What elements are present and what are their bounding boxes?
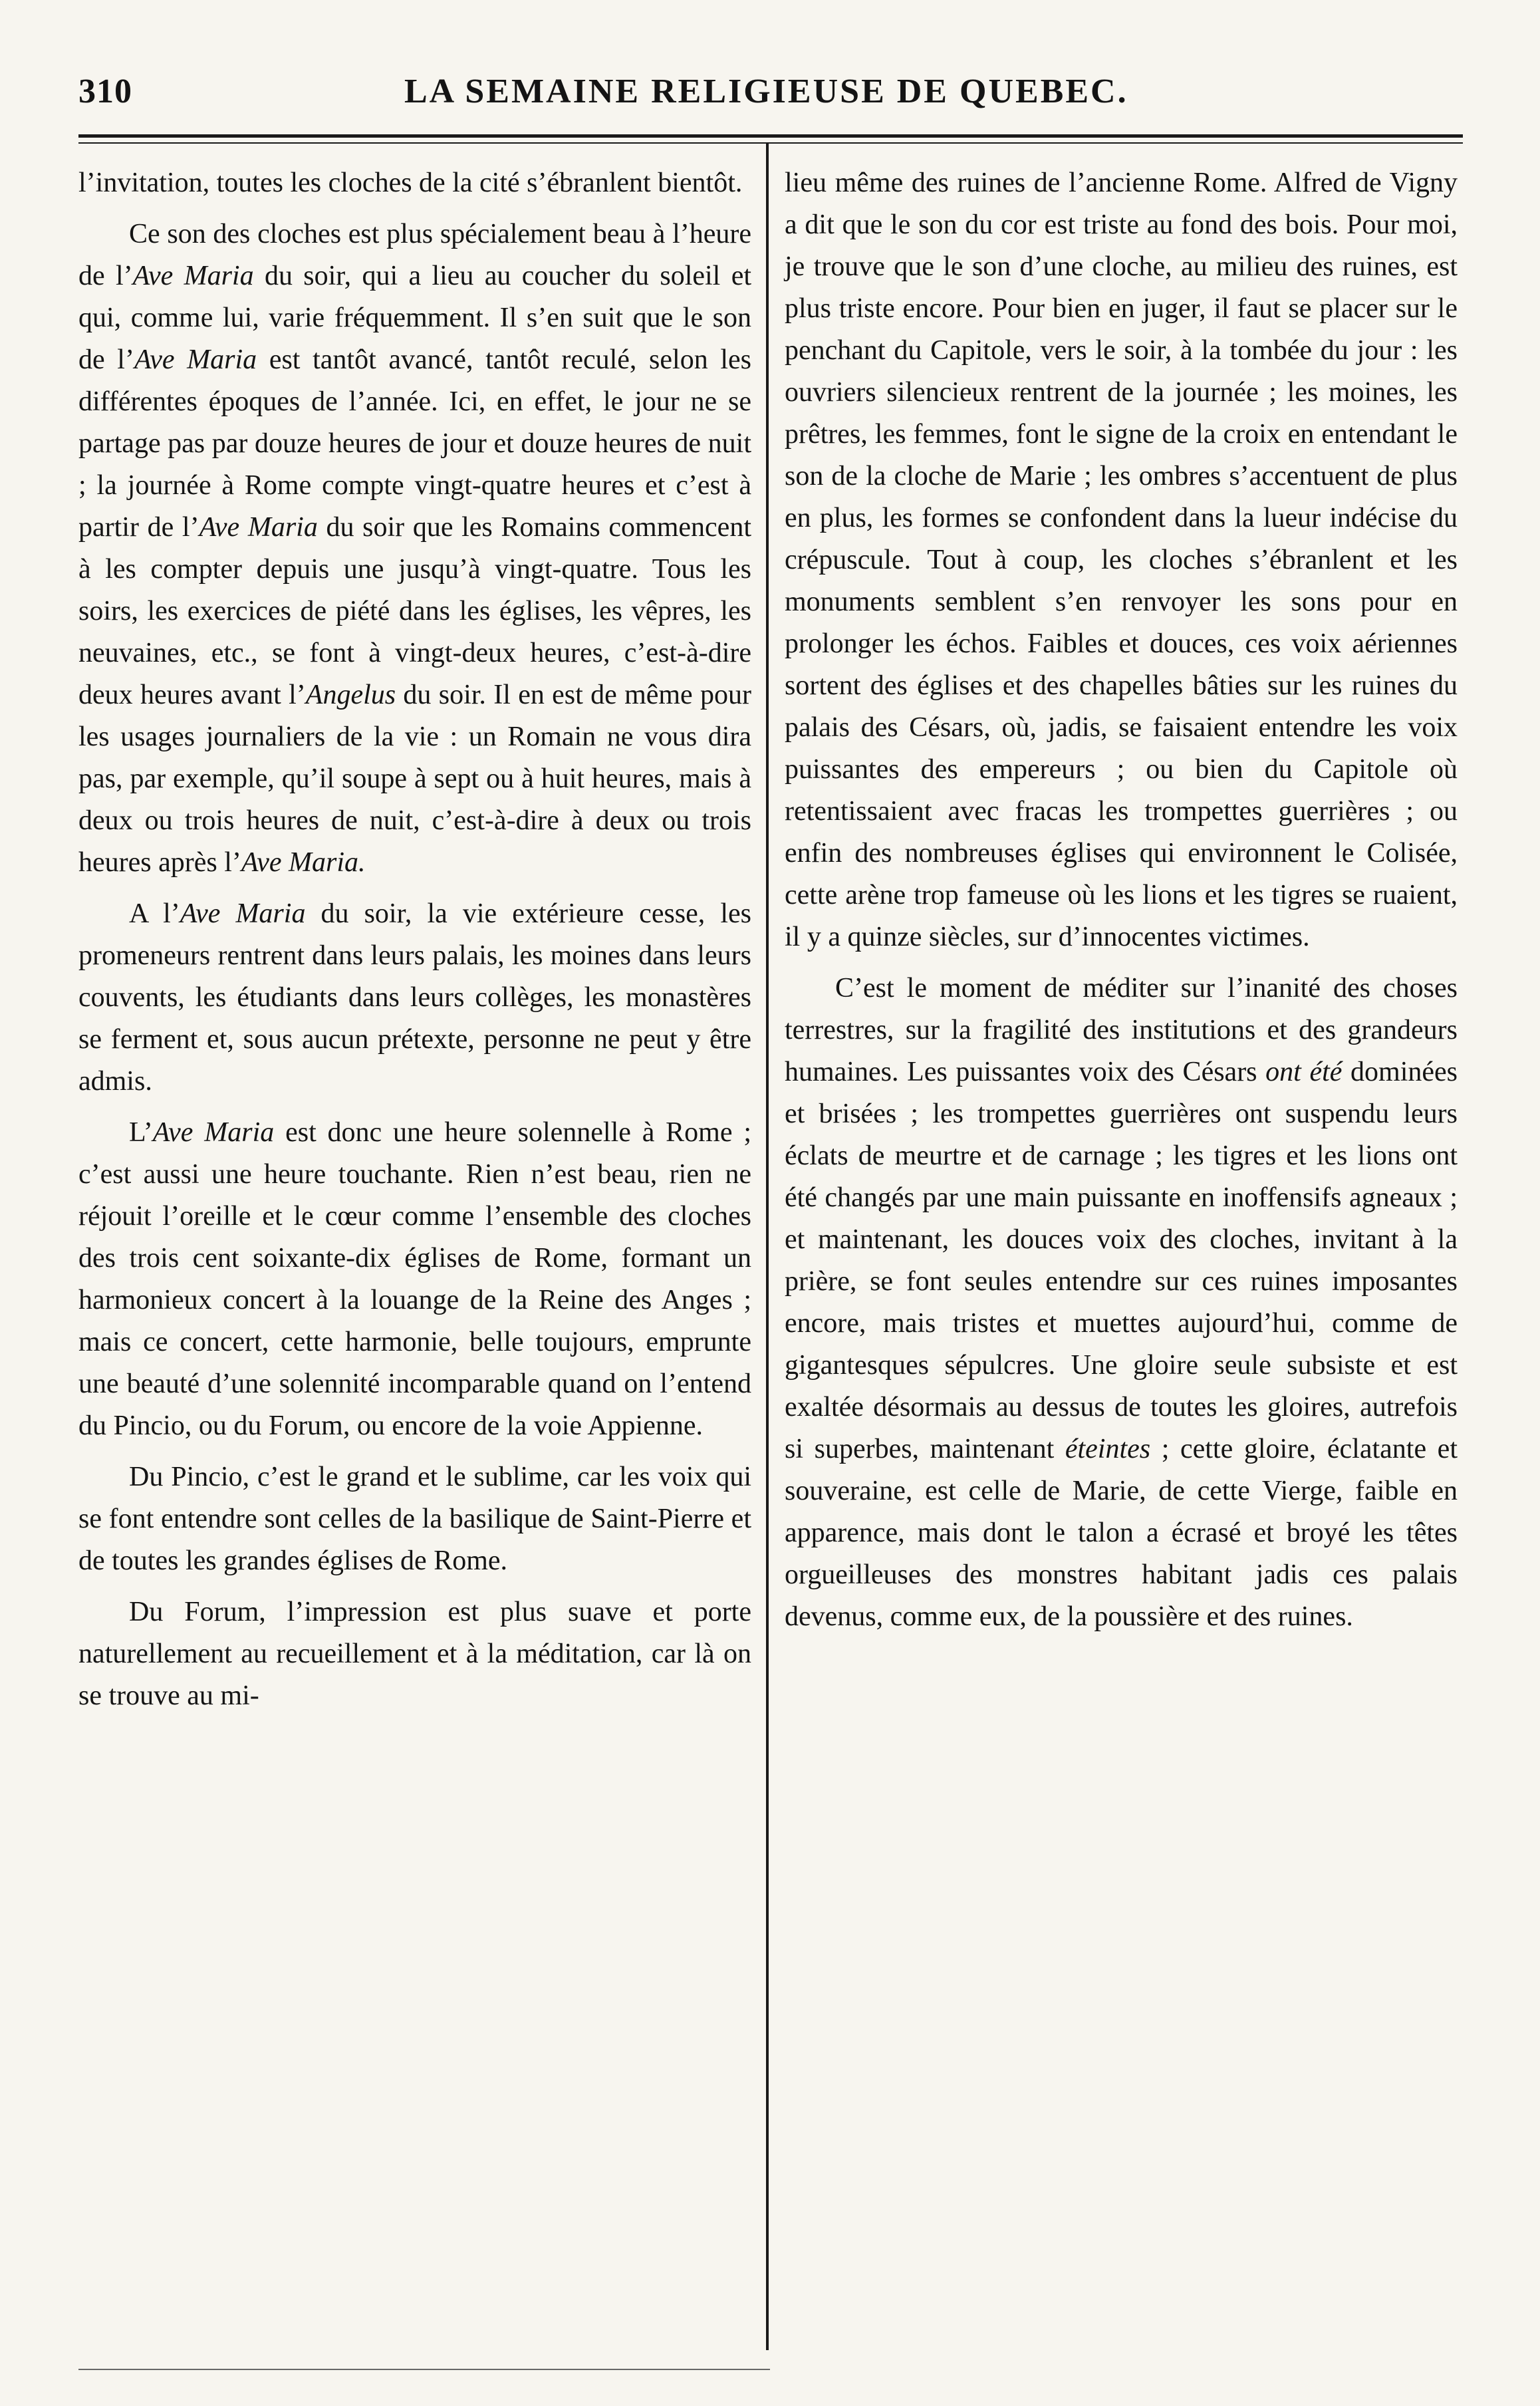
paragraph-ruins: lieu même des ruines de l’ancienne Rome. Alfred de Vigny a dit que le son du cor est triste au fond des bois. Pour moi, je trouve que le son d’une cloche, au milieu des ruines, est plus triste encore. Pour bien en juger, il faut se placer sur le penchant du Capitole, vers le soir, à la tombée du jour : les ouvriers silencieux rentrent de la journée ; les moines, les prêtres, les femmes, font le signe de la croix en entendant le son de la cloche de Marie ; les ombres s’accentuent de plus en plus, les formes se confondent dans la lueur indécise du crépuscule. Tout à coup, les cloches s’ébranlent et les monuments semblent s’en renvoyer les sons pour en prolonger les échos. Faibles et douces, ces voix aériennes sortent des églises et des chapelles bâties sur les ruines du palais des Césars, où, jadis, se faisaient entendre les voix puissantes des empereurs ; ou bien du Capitole où retentissaient avec fracas les trompettes guerrières ; ou enfin des nombreuses églises qui environnent le Colisée, cette arène trop fameuse où les lions et les tigres se ruaient, il y a quinze siècles, sur d’innocentes victimes. <box>785 168 1458 952</box>
left-column <box>78 162 751 1717</box>
right-column <box>785 162 1458 1638</box>
footer-rule <box>78 2369 770 2370</box>
journal-title: LA SEMAINE RELIGIEUSE DE QUEBEC. <box>404 72 1128 110</box>
column-divider <box>766 142 769 2350</box>
paragraph-exterior-life: A l’Ave Maria du soir, la vie extérieure cesse, les promeneurs rentrent dans leurs palais, les moines dans leurs couvents, les étudiants dans leurs collèges, les monastères se ferment et, sous aucun prétexte, personne ne peut y être admis. <box>78 898 752 1097</box>
paragraph-meditation: C’est le moment de méditer sur l’inanité des choses terrestres, sur la fragilité des institutions et des grandeurs humaines. Les puissantes voix des Césars ont été dominées et brisées ; les trompettes guerrières ont suspendu leurs éclats de meurtre et de carnage ; les tigres et les lions ont été changés par une main puissante en inoffensifs agneaux ; et maintenant, les douces voix des cloches, invitant à la prière, se font seules entendre sur ces ruines imposantes encore, mais tristes et muettes aujourd’hui, comme de gigantesques sépulcres. Une gloire seule subsiste et est exaltée désormais au dessus de toutes les gloires, autrefois si superbes, maintenant éteintes ; cette gloire, éclatante et souveraine, est celle de Marie, de cette Vierge, faible en apparence, mais dont le talon a écrasé et broyé les têtes orgueilleuses des monstres habitant jadis ces palais devenus, comme eux, de la poussière et des ruines. <box>785 973 1458 1632</box>
running-head <box>78 72 1462 125</box>
paragraph-ave-maria-evening: Ce son des cloches est plus spécialement beau à l’heure de l’Ave Maria du soir, qui a lieu au coucher du soleil et qui, comme lui, varie fréquemment. Il s’en suit que le son de l’Ave Maria est tantôt avancé, tantôt reculé, selon les différentes époques de l’année. Ici, en effet, le jour ne se partage pas par douze heures de jour et douze heures de nuit ; la journée à Rome compte vingt-quatre heures et c’est à partir de l’Ave Maria du soir que les Romains commencent à les compter depuis une jusqu’à vingt-quatre. Tous les soirs, les exercices de piété dans les églises, les vêpres, les neuvaines, etc., se font à vingt-deux heures, c’est-à-dire deux heures avant l’Angelus du soir. Il en est de même pour les usages journaliers de la vie : un Romain ne vous dira pas, par exemple, qu’il soupe à sept ou à huit heures, mais à deux ou trois heures de nuit, c’est-à-dire à deux ou trois heures après l’Ave Maria. <box>78 219 751 878</box>
paragraph-solemn-hour: L’Ave Maria est donc une heure solennelle à Rome ; c’est aussi une heure touchante. Rien n’est beau, rien ne réjouit l’oreille et le cœur comme l’ensemble des cloches des trois cent soixante-dix églises de Rome, formant un harmonieux concert à la louange de la Reine des Anges ; mais ce concert, cette harmonie, belle toujours, emprunte une beauté d’une solennité incomparable quand on l’entend du Pincio, ou du Forum, ou encore de la voie Appienne. <box>78 1117 751 1441</box>
paragraph-forum: Du Forum, l’impression est plus suave et porte naturellement au recueillement et à la méditation, car là on se trouve au mi- <box>78 1597 751 1711</box>
header-rule-thin <box>78 142 1463 144</box>
header-rule <box>78 134 1463 138</box>
paragraph-continued: l’invitation, toutes les cloches de la cité s’ébranlent bientôt. <box>78 168 743 198</box>
paragraph-pincio: Du Pincio, c’est le grand et le sublime, car les voix qui se font entendre sont celles de la basilique de Saint-Pierre et de toutes les grandes églises de Rome. <box>78 1462 751 1576</box>
page-number: 310 <box>78 72 132 110</box>
